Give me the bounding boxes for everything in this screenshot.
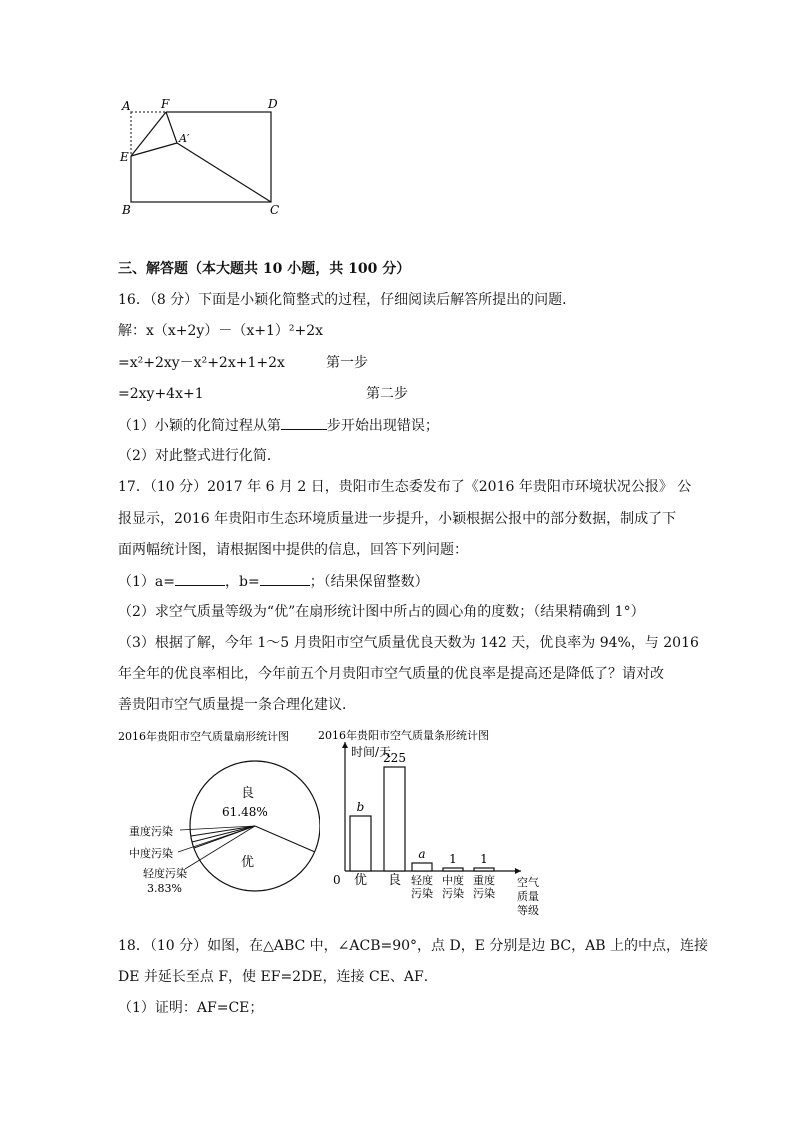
category-tick-label: 轻度	[411, 874, 433, 887]
label-b: B	[122, 203, 131, 217]
q17-part2: （2）求空气质量等级为“优”在扇形统计图中所占的圆心角的度数；（结果精确到 1°）	[118, 604, 645, 620]
q18-line2: DE 并延长至点 F，使 EF=2DE，连接 CE、AF．	[118, 969, 438, 985]
bar-value-label: b	[356, 800, 365, 814]
bar-chart	[318, 724, 568, 920]
q17-part3-line1: （3）根据了解，今年 1～5 月贵阳市空气质量优良天数为 142 天，优良率为 94%，与 2016	[118, 635, 699, 651]
pie-chart	[115, 724, 320, 904]
bar	[412, 863, 432, 871]
pie-slice-divider-good-excellent	[255, 826, 315, 852]
pie-value-light: 3.83%	[147, 882, 182, 895]
q16-step1-label: 第一步	[326, 355, 368, 371]
label-f: F	[161, 97, 170, 111]
category-tick-label: 中度	[442, 874, 464, 887]
x-axis-label-line: 空气	[517, 876, 539, 889]
q17-blank-b	[260, 571, 310, 586]
q16-part2: （2）对此整式进行化简．	[118, 448, 281, 464]
pie-label-light: 轻度污染	[143, 867, 187, 880]
q17-line2: 报显示，2016 年贵阳市生态环境质量进一步提升，小颖根据公报中的部分数据，制成了下	[118, 511, 677, 527]
bar-value-label: 1	[480, 852, 488, 866]
x-axis-label-line: 质量	[517, 890, 539, 903]
pie-chart-title: 2016年贵阳市空气质量扇形统计图	[118, 730, 289, 743]
q17-part1-b: ，b=	[224, 574, 260, 590]
q17-blank-a	[175, 571, 225, 586]
bar	[350, 816, 371, 871]
segment-fc	[166, 112, 271, 202]
pie-label-good: 良	[241, 786, 255, 801]
bar-chart-title: 2016年贵阳市空气质量条形统计图	[318, 729, 489, 742]
pie-label-heavy: 重度污染	[129, 825, 173, 838]
q16-step2-label: 第二步	[366, 386, 408, 402]
label-a: A	[122, 99, 131, 113]
label-a-prime: A′	[179, 132, 190, 145]
q17-part1-c: ；（结果保留整数）	[309, 574, 429, 590]
q18-line1: 18．（10 分）如图，在△ABC 中，∠ACB=90°，点 D，E 分别是边 BC，AB 上的中点，连接	[118, 938, 708, 954]
category-tick-label: 污染	[442, 887, 464, 900]
q17-part1	[118, 571, 429, 592]
label-d: D	[268, 97, 278, 111]
x-axis-label-line: 等级	[517, 904, 539, 917]
origin-label: 0	[333, 873, 341, 887]
segment-a-prime-c	[177, 143, 271, 202]
pie-label-moderate: 中度污染	[129, 847, 173, 860]
q17-part3-line3: 善贵阳市空气质量提一条合理化建议．	[118, 697, 356, 713]
category-tick-label: 良	[387, 873, 402, 888]
bar-value-label: 225	[383, 751, 406, 765]
q17-line3: 面两幅统计图，请根据图中提供的信息，回答下列问题：	[118, 542, 468, 558]
bar	[443, 868, 463, 871]
bar	[384, 767, 405, 871]
category-tick-label: 优	[353, 873, 368, 888]
q16-solution-line3: =2xy+4x+1	[118, 386, 204, 402]
rectangle-fold-figure	[110, 92, 300, 222]
y-axis-label: 时间/天	[351, 745, 392, 759]
q16-solution-line2: =x²+2xy－x²+2x+1+2x	[118, 355, 285, 371]
bar-value-label: 1	[449, 852, 457, 866]
label-e: E	[120, 150, 129, 164]
bar	[474, 868, 494, 871]
category-tick-label: 重度	[473, 874, 495, 887]
q16-stem: 16．（8 分）下面是小颖化简整式的过程，仔细阅读后解答所提出的问题．	[118, 292, 577, 308]
x-axis-arrow	[515, 868, 521, 874]
segment-ef	[131, 112, 166, 156]
q18-part1: （1）证明：AF=CE；	[118, 1000, 264, 1016]
bar-value-label: a	[418, 847, 426, 861]
q16-part1-suffix: 步开始出现错误；	[326, 418, 439, 434]
q16-solution-line1: 解：x（x+2y）－（x+1）²+2x	[118, 323, 324, 339]
pie-value-good: 61.48%	[222, 805, 268, 819]
q17-part3-line2: 年全年的优良率相比，今年前五个月贵阳市空气质量的优良率是提高还是降低了？请对改	[118, 666, 664, 682]
q17-line1: 17．（10 分）2017 年 6 月 2 日，贵阳市生态委发布了《2016 年贵阳市环境状况公报》 公	[118, 479, 692, 495]
q16-part1-prefix: （1）小颖的化简过程从第	[118, 418, 281, 434]
category-tick-label: 污染	[473, 887, 495, 900]
pie-label-excellent: 优	[241, 855, 255, 870]
segment-ea-prime	[131, 143, 177, 156]
q16-part1	[118, 415, 439, 436]
section-heading: 三、解答题（本大题共 10 小题，共 100 分）	[118, 261, 411, 277]
y-axis-arrow	[342, 742, 348, 748]
q17-part1-a: （1）a=	[118, 574, 175, 590]
segment-fa-prime	[166, 112, 177, 143]
q16-answer-blank	[281, 415, 327, 430]
label-c: C	[270, 203, 280, 217]
category-tick-label: 污染	[411, 887, 433, 900]
